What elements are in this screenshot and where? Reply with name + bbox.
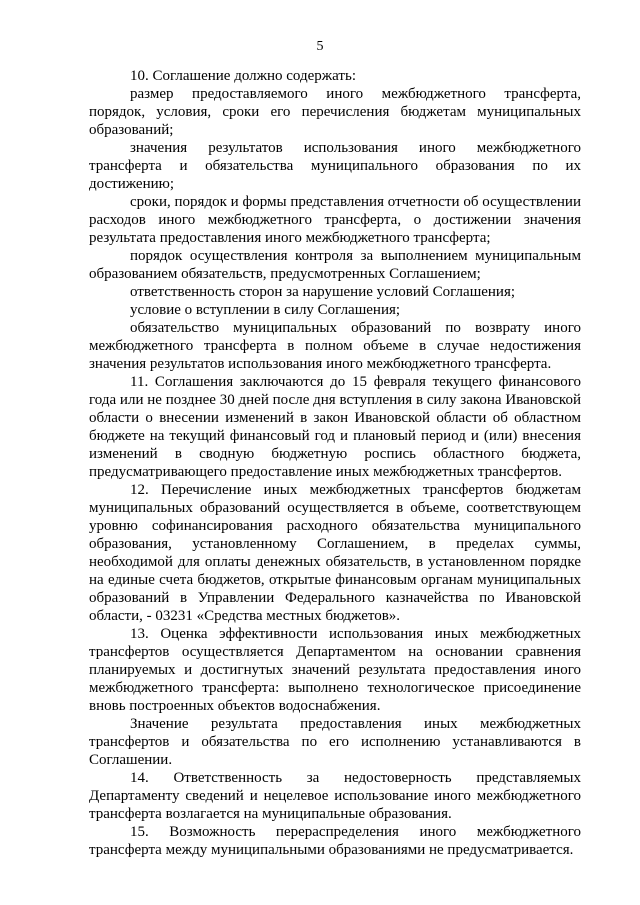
- paragraph-10-item-refund: обязательство муниципальных образований по возврату иного межбюджетного трансферта в полном объеме в случае недостижения значения результатов использования иного межбюджетного трансферта.: [89, 320, 581, 372]
- document-body: [89, 67, 581, 859]
- paragraph-11: 11. Соглашения заключаются до 15 февраля текущего финансового года или не позднее 30 дней после дня вступления в силу закона Ивановской области о внесении изменений в закон Ивановской области об областном бюджете на текущий финансовый год и плановый период и (или) внесения изменений в сводную бюджетную роспись областного бюджета, предусматривающего предоставление иных межбюджетных трансфертов.: [89, 374, 581, 480]
- paragraph-15: 15. Возможность перераспределения иного межбюджетного трансферта между муниципальными образованиями не предусматривается.: [89, 824, 581, 858]
- paragraph-13-result-value: Значение результата предоставления иных межбюджетных трансфертов и обязательства по его исполнению устанавливаются в Соглашении.: [89, 716, 581, 768]
- paragraph-10-intro: 10. Соглашение должно содержать:: [130, 68, 356, 84]
- paragraph-10-item-results: значения результатов использования иного межбюджетного трансферта и обязательства муниципального образования по их достижению;: [89, 140, 581, 192]
- paragraph-10-item-liability: ответственность сторон за нарушение условий Соглашения;: [130, 284, 516, 300]
- paragraph-13: 13. Оценка эффективности использования иных межбюджетных трансфертов осуществляется Департаментом на основании сравнения планируемых и достигнутых значений результата предоставления иного межбюджетного трансферта: выполнено технологическое присоединение вновь построенных объектов водоснабжения.: [89, 626, 581, 714]
- paragraph-10-item-reporting: сроки, порядок и формы представления отчетности об осуществлении расходов иного межбюджетного трансферта, о достижении значения результата предоставления иного межбюджетного трансферта;: [89, 194, 581, 246]
- paragraph-12: 12. Перечисление иных межбюджетных трансфертов бюджетам муниципальных образований осуществляется в объеме, соответствующем уровню софинансирования расходного обязательства муниципального образования, установленному Соглашением, в пределах суммы, необходимой для оплаты денежных обязательств, в установленном порядке на единые счета бюджетов, открытые финансовым органам муниципальных образований в Управлении Федерального казначейства по Ивановской области, - 03231 «Средства местных бюджетов».: [89, 482, 581, 624]
- paragraph-14: 14. Ответственность за недостоверность представляемых Департаменту сведений и нецелевое использование иного межбюджетного трансферта возлагается на муниципальные образования.: [89, 770, 581, 822]
- paragraph-10-item-amount: размер предоставляемого иного межбюджетного трансферта, порядок, условия, сроки его перечисления бюджетам муниципальных образований;: [89, 86, 581, 138]
- page-number: 5: [316, 39, 324, 54]
- paragraph-10-item-control: порядок осуществления контроля за выполнением муниципальным образованием обязательств, предусмотренных Соглашением;: [89, 248, 581, 282]
- paragraph-10-item-entry-into-force: условие о вступлении в силу Соглашения;: [130, 302, 401, 318]
